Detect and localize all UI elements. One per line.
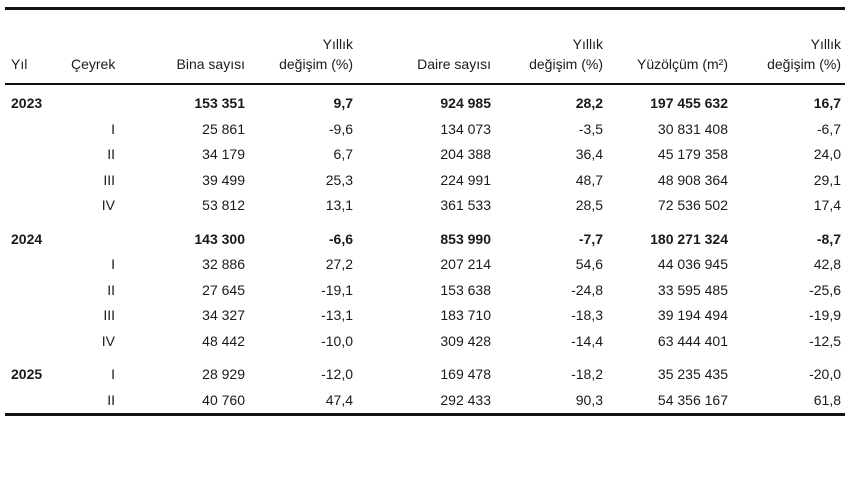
dwelling-count-cell: 924 985 <box>440 95 491 112</box>
building-change-cell: 13,1 <box>325 197 353 214</box>
table-row <box>5 388 845 414</box>
table-row <box>5 142 845 168</box>
dwelling-change-cell: -24,8 <box>571 281 603 298</box>
dwelling-count-cell: 361 533 <box>440 197 491 214</box>
dwelling-change-cell: 48,7 <box>575 171 603 188</box>
header-row <box>5 10 845 83</box>
year-cell: 2023 <box>11 95 43 112</box>
floor-area-cell: 63 444 401 <box>657 332 728 349</box>
building-count-cell: 40 760 <box>202 391 245 408</box>
year-cell <box>5 278 65 304</box>
dwelling-change-cell: -7,7 <box>578 230 603 247</box>
table-row <box>5 168 845 194</box>
dwelling-change-cell: 28,5 <box>575 197 603 214</box>
building-change-cell: 27,2 <box>325 256 353 273</box>
building-count-cell: 48 442 <box>202 332 245 349</box>
header-floor-area-change-line2: değişim (%) <box>767 56 841 72</box>
dwelling-change-cell: 28,2 <box>575 95 603 112</box>
dwelling-change-cell: -18,3 <box>571 307 603 324</box>
floor-area-cell: 48 908 364 <box>657 171 728 188</box>
table-row <box>5 252 845 278</box>
floor-area-cell: 30 831 408 <box>657 120 728 137</box>
dwelling-count-cell: 309 428 <box>440 332 491 349</box>
table-row <box>5 85 845 117</box>
floor-area-change-cell: -25,6 <box>809 281 841 298</box>
floor-area-cell: 54 356 167 <box>657 391 728 408</box>
quarter-cell: II <box>107 281 115 298</box>
building-count-cell: 53 812 <box>202 197 245 214</box>
floor-area-change-cell: 42,8 <box>813 256 841 273</box>
floor-area-change-cell: 24,0 <box>813 146 841 163</box>
floor-area-cell: 44 036 945 <box>657 256 728 273</box>
quarter-cell: I <box>111 120 115 137</box>
dwelling-count-cell: 224 991 <box>440 171 491 188</box>
header-dwelling-count: Daire sayısı <box>417 56 491 72</box>
building-count-cell: 32 886 <box>202 256 245 273</box>
table-bottom-rule <box>5 413 845 416</box>
dwelling-change-cell: 36,4 <box>575 146 603 163</box>
dwelling-count-cell: 207 214 <box>440 256 491 273</box>
header-dwelling-change-line2: değişim (%) <box>529 56 603 72</box>
dwelling-count-cell: 204 388 <box>440 146 491 163</box>
floor-area-change-cell: -12,5 <box>809 332 841 349</box>
dwelling-count-cell: 183 710 <box>440 307 491 324</box>
table-row <box>5 278 845 304</box>
dwelling-count-cell: 169 478 <box>440 366 491 383</box>
dwelling-count-cell: 292 433 <box>440 391 491 408</box>
floor-area-change-cell: 29,1 <box>813 171 841 188</box>
year-cell <box>5 193 65 219</box>
table-row <box>5 329 845 355</box>
building-count-cell: 143 300 <box>194 230 245 247</box>
header-floor-area-change-line1: Yıllık <box>810 36 841 52</box>
building-change-cell: 9,7 <box>333 95 353 112</box>
floor-area-change-cell: 16,7 <box>813 95 841 112</box>
building-change-cell: -19,1 <box>321 281 353 298</box>
building-change-cell: -6,6 <box>328 230 353 247</box>
building-change-cell: 6,7 <box>333 146 353 163</box>
building-permit-statistics-table <box>5 10 845 83</box>
year-cell <box>5 388 65 414</box>
table-row <box>5 193 845 219</box>
building-count-cell: 28 929 <box>202 366 245 383</box>
building-change-cell: 47,4 <box>325 391 353 408</box>
floor-area-change-cell: -6,7 <box>816 120 841 137</box>
building-change-cell: 25,3 <box>325 171 353 188</box>
year-cell: 2025 <box>11 366 43 383</box>
year-cell: 2024 <box>11 230 43 247</box>
header-quarter: Çeyrek <box>71 56 116 72</box>
building-count-cell: 34 327 <box>202 307 245 324</box>
year-cell <box>5 303 65 329</box>
dwelling-count-cell: 153 638 <box>440 281 491 298</box>
year-cell <box>5 168 65 194</box>
table-row <box>5 117 845 143</box>
header-year: Yıl <box>11 56 28 72</box>
header-dwelling-change-line1: Yıllık <box>572 36 603 52</box>
dwelling-count-cell: 853 990 <box>440 230 491 247</box>
building-count-cell: 34 179 <box>202 146 245 163</box>
building-change-cell: -12,0 <box>321 366 353 383</box>
table-header <box>5 10 845 83</box>
header-floor-area-change <box>732 10 845 83</box>
table-body <box>5 85 845 413</box>
quarter-cell <box>65 85 125 117</box>
statistics-table-body <box>5 85 845 413</box>
table-row <box>5 219 845 253</box>
floor-area-change-cell: -19,9 <box>809 307 841 324</box>
dwelling-change-cell: 54,6 <box>575 256 603 273</box>
floor-area-cell: 35 235 435 <box>657 366 728 383</box>
floor-area-cell: 180 271 324 <box>650 230 728 247</box>
quarter-cell: II <box>107 391 115 408</box>
quarter-cell: IV <box>101 197 115 214</box>
dwelling-change-cell: 90,3 <box>575 391 603 408</box>
header-dwelling-change <box>495 10 607 83</box>
building-count-cell: 27 645 <box>202 281 245 298</box>
building-count-cell: 153 351 <box>194 95 245 112</box>
quarter-cell: I <box>111 256 115 273</box>
quarter-cell: III <box>103 171 115 188</box>
header-floor-area: Yüzölçüm (m²) <box>636 56 728 72</box>
table-row <box>5 354 845 388</box>
year-cell <box>5 329 65 355</box>
floor-area-cell: 197 455 632 <box>650 95 728 112</box>
building-change-cell: -9,6 <box>328 120 353 137</box>
floor-area-change-cell: -8,7 <box>816 230 841 247</box>
dwelling-change-cell: -3,5 <box>578 120 603 137</box>
quarter-cell: IV <box>101 332 115 349</box>
floor-area-cell: 33 595 485 <box>657 281 728 298</box>
header-building-count: Bina sayısı <box>176 56 245 72</box>
header-building-change-line2: değişim (%) <box>279 56 353 72</box>
quarter-cell: II <box>107 146 115 163</box>
quarter-cell <box>65 219 125 253</box>
floor-area-change-cell: 61,8 <box>813 391 841 408</box>
building-change-cell: -10,0 <box>321 332 353 349</box>
header-building-change <box>249 10 357 83</box>
floor-area-cell: 72 536 502 <box>657 197 728 214</box>
quarter-cell: III <box>103 307 115 324</box>
building-count-cell: 39 499 <box>202 171 245 188</box>
quarter-cell: I <box>111 366 115 383</box>
floor-area-change-cell: 17,4 <box>813 197 841 214</box>
year-cell <box>5 142 65 168</box>
dwelling-change-cell: -18,2 <box>571 366 603 383</box>
building-change-cell: -13,1 <box>321 307 353 324</box>
header-building-change-line1: Yıllık <box>322 36 353 52</box>
floor-area-cell: 45 179 358 <box>657 146 728 163</box>
year-cell <box>5 252 65 278</box>
table-row <box>5 303 845 329</box>
floor-area-cell: 39 194 494 <box>657 307 728 324</box>
statistics-table-container <box>5 7 845 416</box>
year-cell <box>5 117 65 143</box>
dwelling-change-cell: -14,4 <box>571 332 603 349</box>
floor-area-change-cell: -20,0 <box>809 366 841 383</box>
building-count-cell: 25 861 <box>202 120 245 137</box>
dwelling-count-cell: 134 073 <box>440 120 491 137</box>
